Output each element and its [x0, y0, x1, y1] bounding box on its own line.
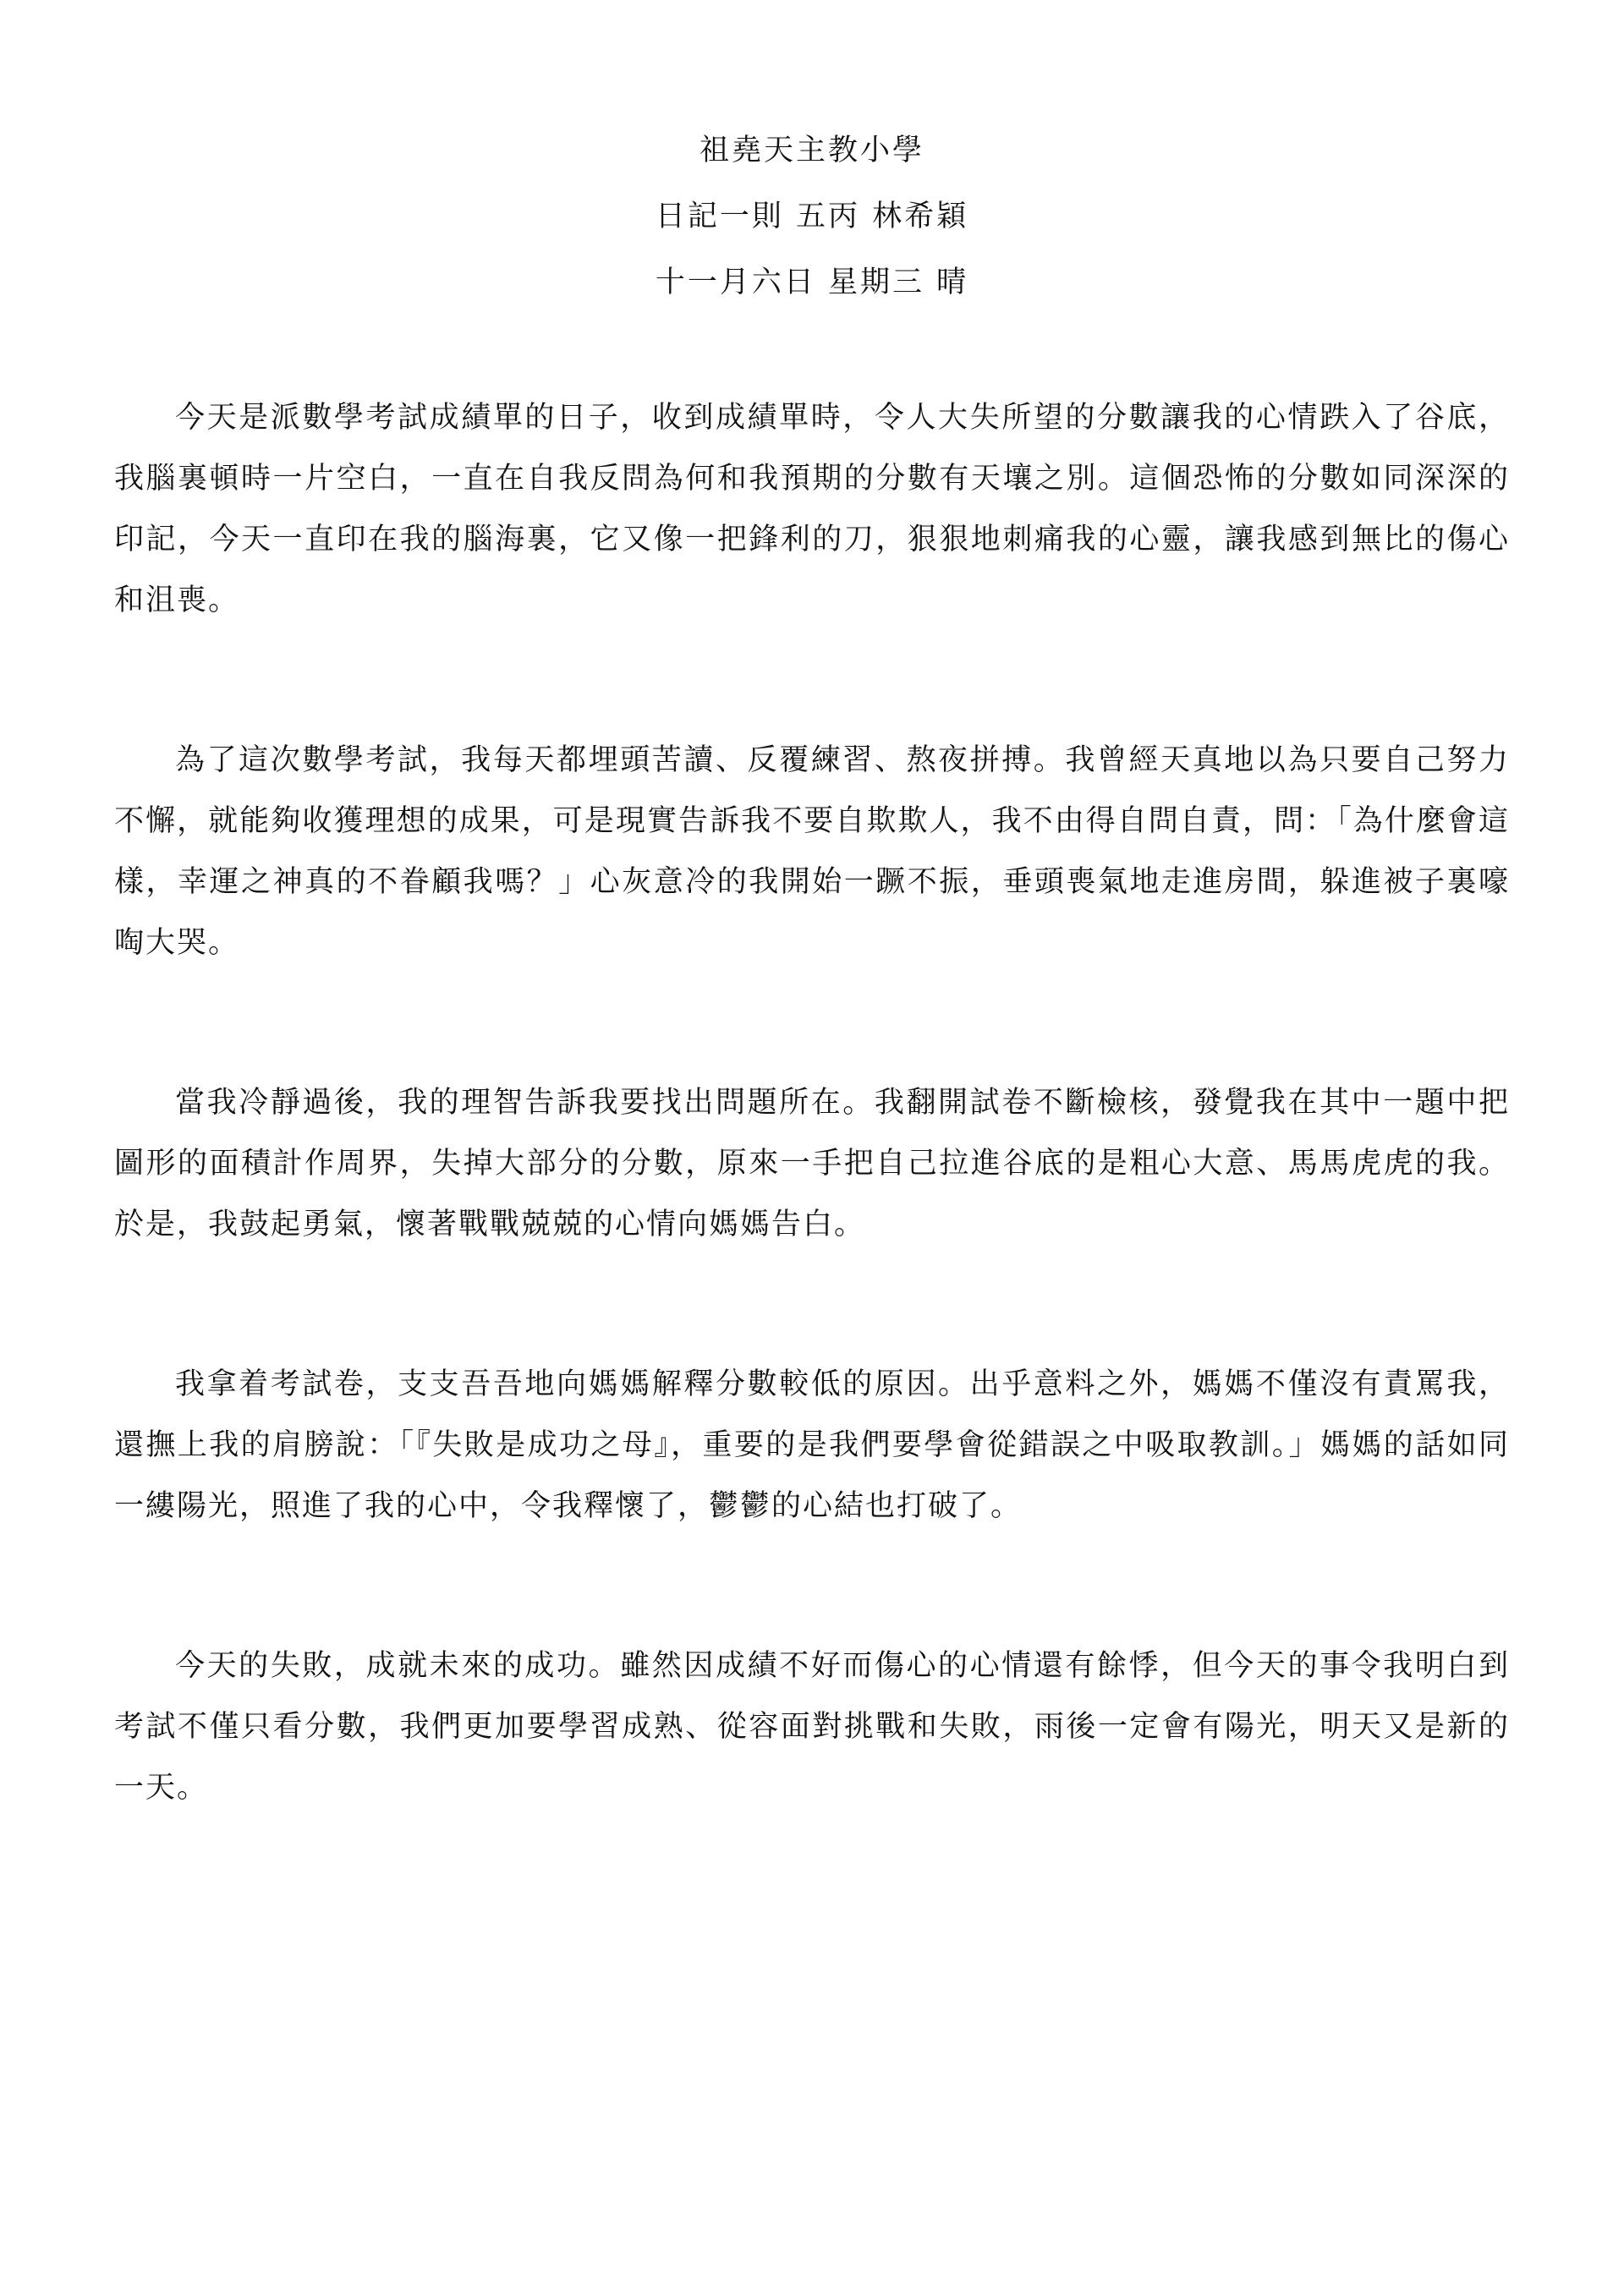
entry-title: 日記一則 五丙 林希穎 [655, 200, 969, 233]
school-name: 祖堯天主教小學 [699, 134, 924, 167]
entry-date: 十一月六日 星期三 晴 [655, 266, 969, 299]
paragraph-2: 為了這次數學考試，我每天都埋頭苦讀、反覆練習、熬夜拼搏。我曾經天真地以為只要自己努力不懈，就能夠收獲理想的成果，可是現實告訴我不要自欺欺人，我不由得自問自責，問：「為什麼會這樣，幸運之神真的不眷顧我嗎？」心灰意冷的我開始一蹶不振，垂頭喪氣地走進房間，躲進被子裏嚎啕大哭。 [114, 743, 1510, 960]
paragraph-4: 我拿着考試卷，支支吾吾地向媽媽解釋分數較低的原因。出乎意料之外，媽媽不僅沒有責罵我，還撫上我的肩膀說：「『失敗是成功之母』，重要的是我們要學會從錯誤之中吸取教訓。」媽媽的話如同一縷陽光，照進了我的心中，令我釋懷了，鬱鬱的心結也打破了。 [114, 1367, 1510, 1523]
paragraph-1: 今天是派數學考試成績單的日子，收到成績單時，令人大失所望的分數讓我的心情跌入了谷底，我腦裏頓時一片空白，一直在自我反問為何和我預期的分數有天壤之別。這個恐怖的分數如同深深的印記，今天一直印在我的腦海裏，它又像一把鋒利的刀，狠狠地刺痛我的心靈，讓我感到無比的傷心和沮喪。 [114, 401, 1510, 617]
diary-body [114, 387, 1510, 1917]
paragraph-5: 今天的失敗，成就未來的成功。雖然因成績不好而傷心的心情還有餘悸，但今天的事令我明白到考試不僅只看分數，我們更加要學習成熟、從容面對挑戰和失敗，雨後一定會有陽光，明天又是新的一天。 [114, 1649, 1510, 1805]
paragraph-3: 當我冷靜過後，我的理智告訴我要找出問題所在。我翻開試卷不斷檢核，發覺我在其中一題中把圖形的面積計作周界，失掉大部分的分數，原來一手把自己拉進谷底的是粗心大意、馬馬虎虎的我。於是，我鼓起勇氣，懷著戰戰兢兢的心情向媽媽告白。 [114, 1086, 1510, 1241]
